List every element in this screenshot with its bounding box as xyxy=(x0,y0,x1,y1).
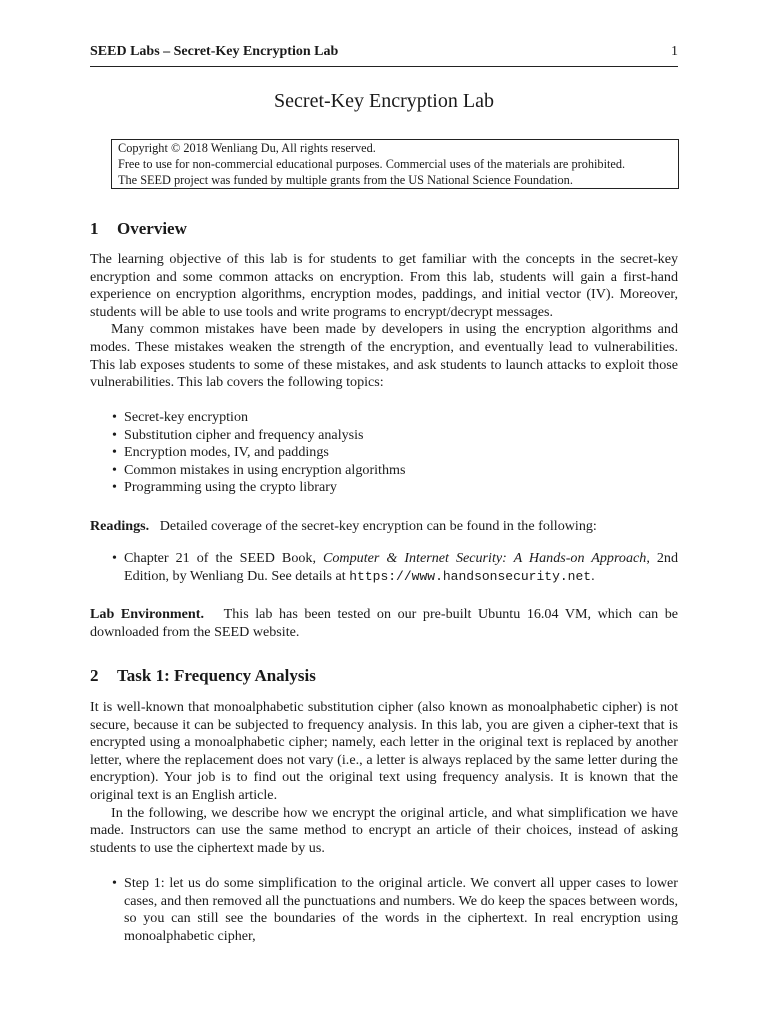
section-title: Task 1: Frequency Analysis xyxy=(117,666,316,685)
topic-list xyxy=(90,409,405,497)
list-item: • Step 1: let us do some simplification to the original article. We convert all upper cases to lower cases, and then removed all the punctuations and numbers. We do keep the spaces between words, so you can still see the boundaries of the words in the ciphertext. In real encryption using monoalphabetic cipher, xyxy=(112,875,678,944)
list-item: • Chapter 21 of the SEED Book, Computer & Internet Security: A Hands-on Approach, 2nd Edition, by Wenliang Du. See details at https://www.handsonsecurity.net. xyxy=(112,550,678,584)
running-title: SEED Labs – Secret-Key Encryption Lab xyxy=(90,44,339,59)
copyright-line: The SEED project was funded by multiple grants from the US National Science Foundation. xyxy=(118,173,573,187)
page-number: 1 xyxy=(671,44,678,59)
readings-label: Readings. xyxy=(90,518,150,534)
lab-environment-text: This lab has been tested on our pre-built Ubuntu 16.04 VM, which can be downloaded from the SEED website. xyxy=(90,606,679,640)
book-url-link[interactable]: https://www.handsonsecurity.net xyxy=(349,568,592,584)
readings-paragraph xyxy=(90,518,678,536)
lab-environment-paragraph xyxy=(90,606,678,641)
section-number: 2 xyxy=(90,666,99,685)
copyright-line: Free to use for non-commercial educational purposes. Commercial uses of the materials are prohibited. xyxy=(118,157,626,171)
copyright-box xyxy=(111,139,679,189)
header-rule xyxy=(90,66,678,67)
bullet-icon: • xyxy=(112,875,117,891)
task1-text xyxy=(90,699,678,857)
running-header xyxy=(90,44,678,64)
paragraph: It is well-known that monoalphabetic substitution cipher (also known as monoalphabetic cipher) is not secure, because it can be subjected to frequency analysis. In this lab, you are given a cipher-text that is encrypted using a monoalphabetic cipher; namely, each letter in the original text is replaced by another letter, where the replacement does not vary (i.e., a letter is always replaced by the same letter during the encryption). Your job is to find out the original text using frequency analysis. It is known that the original text is an English article. xyxy=(90,699,678,803)
readings-text: Detailed coverage of the secret-key encryption can be found in the following: xyxy=(159,518,597,534)
list-item: • Substitution cipher and frequency analysis xyxy=(112,426,364,443)
bullet-icon: • xyxy=(112,426,117,443)
list-item: • Encryption modes, IV, and paddings xyxy=(112,444,329,461)
list-item: • Secret-key encryption xyxy=(112,409,249,425)
section-heading-task1 xyxy=(90,666,316,686)
bullet-icon: • xyxy=(112,444,117,461)
section-heading-overview xyxy=(90,219,187,239)
paragraph: Many common mistakes have been made by developers in using the encryption algorithms and modes. These mistakes weaken the strength of the encryption, and eventually lead to vulnerabilities. This lab exposes students to some of these mistakes, and ask students to launch attacks to exploit those vulnerabilities. This lab covers the following topics: xyxy=(90,321,678,391)
copyright-line: Copyright © 2018 Wenliang Du, All rights reserved. xyxy=(118,141,376,155)
lab-environment-label: Lab Environment. xyxy=(90,606,204,622)
list-item: • Common mistakes in using encryption algorithms xyxy=(112,461,406,478)
task1-steps xyxy=(90,875,678,945)
list-item: • Programming using the crypto library xyxy=(112,479,337,496)
overview-text xyxy=(90,251,678,392)
bullet-icon: • xyxy=(112,461,117,478)
readings-list xyxy=(90,550,678,585)
paragraph: In the following, we describe how we encrypt the original article, and what simplification we have made. Instructors can use the same method to encrypt an article of their choices, instead of asking students to use the ciphertext made by us. xyxy=(90,804,678,856)
book-title: Computer & Internet Security: A Hands-on Approach xyxy=(322,550,647,566)
section-title: Overview xyxy=(117,219,187,238)
document-title: Secret-Key Encryption Lab xyxy=(274,90,494,112)
section-number: 1 xyxy=(90,219,99,238)
bullet-icon: • xyxy=(112,409,117,425)
paragraph: The learning objective of this lab is for students to get familiar with the concepts in the secret-key encryption and some common attacks on encryption. From this lab, students will gain a first-hand experience on encryption algorithms, encryption modes, paddings, and initial vector (IV). Moreover, students will be able to use tools and write programs to encrypt/decrypt messages. xyxy=(90,251,678,320)
document-page xyxy=(90,0,678,1024)
bullet-icon: • xyxy=(112,550,117,566)
bullet-icon: • xyxy=(112,479,117,496)
